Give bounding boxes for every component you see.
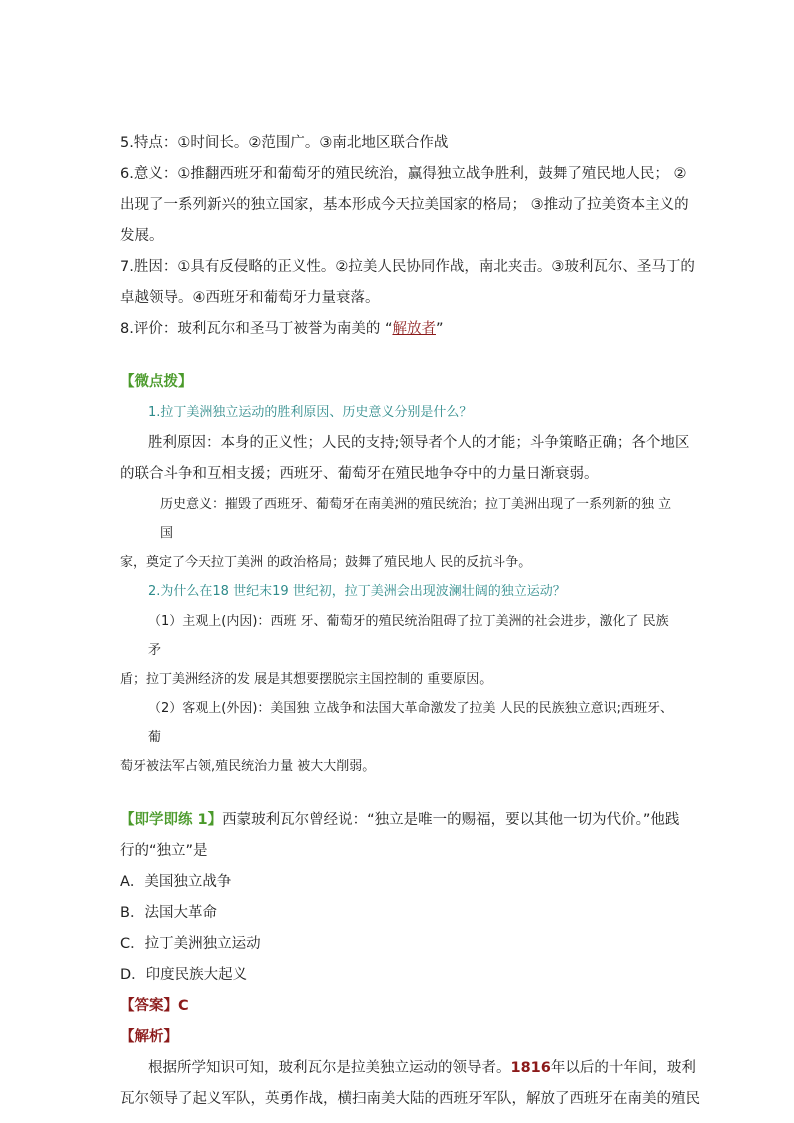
q1-significance-line2: 家，奠定了今天拉丁美洲 的政治格局；鼓舞了殖民地人 民的反抗斗争。 — [120, 555, 532, 570]
q2-objective-line2: 萄牙被法军占领,殖民统治力量 被大大削弱。 — [120, 759, 376, 774]
point-6-significance-line2: 出现了一系列新兴的独立国家，基本形成今天拉美国家的格局； ③推动了拉美资本主义的 — [120, 197, 689, 213]
option-text: 法国大革命 — [144, 905, 217, 921]
analysis-line1 — [120, 1053, 696, 1084]
point-8-evaluation — [120, 314, 680, 345]
practice-heading: 【即学即练 1】 — [120, 812, 223, 828]
option-d[interactable] — [120, 960, 680, 991]
option-a[interactable] — [120, 867, 680, 898]
document-content — [120, 128, 700, 1115]
option-text: 印度民族大起义 — [145, 967, 248, 983]
q1-victory-reasons-line2: 的联合斗争和互相支援；西班牙、葡萄牙在殖民地争夺中的力量日渐衰弱。 — [120, 466, 599, 482]
point-6-significance-line1: 6.意义：①推翻西班牙和葡萄牙的殖民统治，赢得独立战争胜利，鼓舞了殖民地人民； ② — [120, 166, 687, 182]
practice-stem-text: 西蒙玻利瓦尔曾经说：“独立是唯一的赐福，要以其他一切为代价。”他践 — [222, 812, 680, 828]
analysis-year: 1816 — [510, 1060, 551, 1076]
analysis-text-c: 年以后的十年间，玻利 — [550, 1060, 696, 1076]
option-label: A． — [120, 874, 145, 890]
point-5-features: 5.特点：①时间长。②范围广。③南北地区联合作战 — [120, 135, 449, 151]
option-b[interactable] — [120, 898, 680, 929]
point-8-suffix: ” — [435, 321, 444, 337]
liberator-link[interactable]: 解放者 — [392, 321, 436, 337]
answer-value: C — [178, 998, 189, 1014]
answer-line — [120, 991, 680, 1022]
micro-question-2: 2.为什么在18 世纪末19 世纪初，拉丁美洲会出现波澜壮阔的独立运动？ — [148, 584, 566, 599]
option-text: 拉丁美洲独立运动 — [144, 936, 261, 952]
point-6-significance-line3: 发展。 — [120, 228, 164, 244]
q1-significance-line1: 历史意义：摧毁了西班牙、葡萄牙在南美洲的殖民统治；拉丁美洲出现了一系列新的独 立国 — [160, 497, 672, 541]
micro-question-1: 1.拉丁美洲独立运动的胜利原因、历史意义分别是什么？ — [148, 405, 473, 420]
analysis-label: 【解析】 — [120, 1029, 178, 1045]
q2-subjective-line2: 盾；拉丁美洲经济的发 展是其想要摆脱宗主国控制的 重要原因。 — [120, 672, 493, 687]
answer-label: 【答案】 — [120, 998, 178, 1014]
practice-stem-line1 — [120, 805, 680, 836]
option-label: B． — [120, 905, 145, 921]
q2-objective-line1: （2）客观上(外因)：美国独 立战争和法国大革命激发了拉美 人民的民族独立意识;西班牙、葡 — [148, 701, 674, 745]
analysis-line2: 瓦尔领导了起义军队，英勇作战，横扫南美大陆的西班牙军队，解放了西班牙在南美的殖民 — [120, 1091, 700, 1107]
analysis-text-a: 根据所学知识可知，玻利瓦尔是拉美独立运动的领导者。 — [148, 1060, 511, 1076]
point-8-prefix: 8.评价：玻利瓦尔和圣马丁被誉为南美的 “ — [120, 321, 393, 337]
option-label: D． — [120, 967, 146, 983]
option-text: 美国独立战争 — [144, 874, 232, 890]
point-7-reasons-line1: 7.胜因：①具有反侵略的正义性。②拉美人民协同作战，南北夹击。③玻利瓦尔、圣马丁的 — [120, 259, 695, 275]
point-7-reasons-line2: 卓越领导。④西班牙和葡萄牙力量衰落。 — [120, 290, 380, 306]
q2-subjective-line1: （1）主观上(内因)：西班 牙、葡萄牙的殖民统治阻碍了拉丁美洲的社会进步，激化了 民族矛 — [148, 614, 669, 658]
q1-victory-reasons-line1: 胜利原因：本身的正义性；人民的支持;领导者个人的才能；斗争策略正确；各个地区 — [148, 435, 690, 451]
option-label: C． — [120, 936, 145, 952]
practice-stem-line2: 行的“独立”是 — [120, 843, 208, 859]
option-c[interactable] — [120, 929, 680, 960]
micro-tips-heading: 【微点拨】 — [120, 374, 193, 390]
